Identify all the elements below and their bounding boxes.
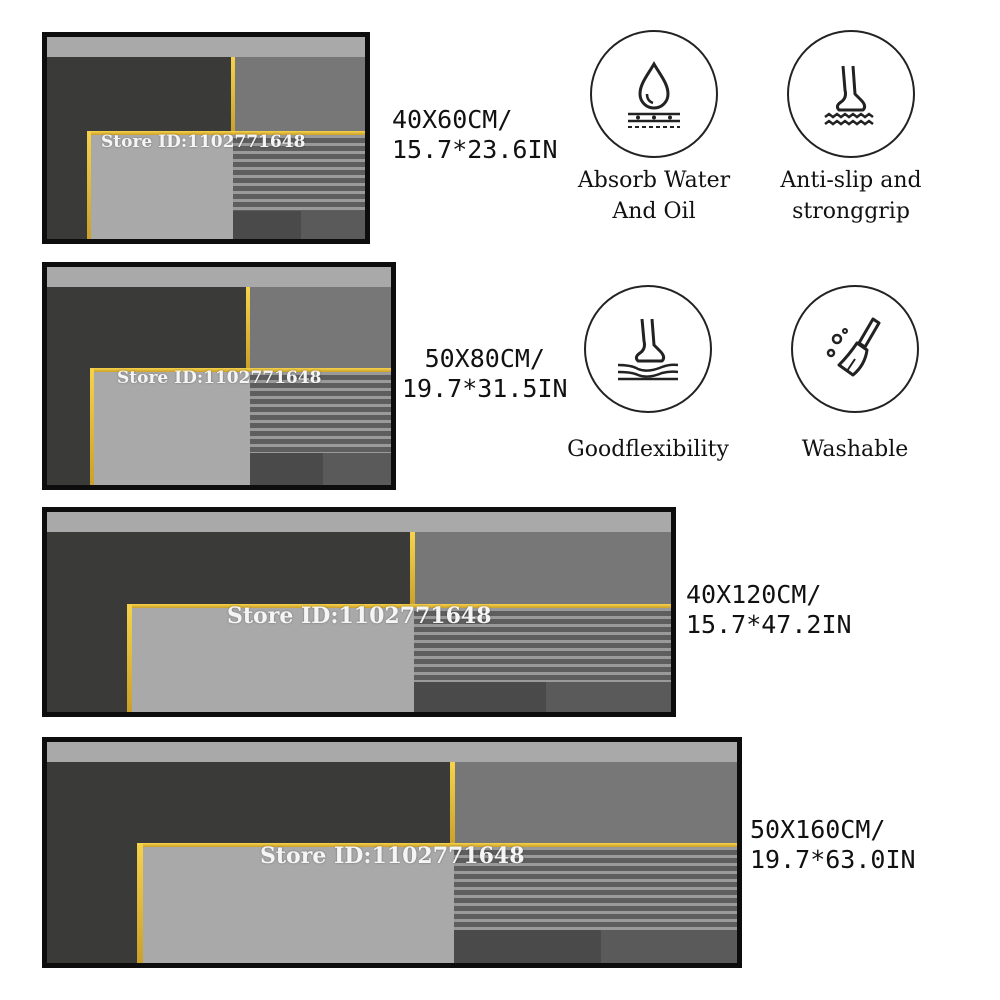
bottom-block bbox=[301, 211, 365, 239]
size-in: 15.7*47.2IN bbox=[686, 610, 852, 639]
bottom-block bbox=[250, 453, 323, 485]
size-cm: 40X120CM/ bbox=[686, 580, 822, 609]
bottom-block bbox=[233, 211, 301, 239]
store-id-watermark: Store ID:1102771648 bbox=[260, 843, 525, 869]
bottom-block bbox=[601, 930, 737, 963]
light-panel bbox=[94, 372, 250, 485]
feature-label-line1: Anti-slip and bbox=[780, 168, 922, 193]
size-in: 19.7*63.0IN bbox=[750, 845, 916, 874]
feature-flexibility bbox=[548, 285, 748, 466]
feature-anti-slip bbox=[756, 30, 946, 228]
foot-grip-icon bbox=[811, 54, 891, 134]
feature-washable bbox=[760, 285, 950, 466]
feature-absorb-water bbox=[560, 30, 748, 228]
mat-preview-50x80 bbox=[42, 262, 396, 490]
feature-label-line1: Goodflexibility bbox=[567, 437, 729, 462]
size-cm: 50X80CM/ bbox=[424, 344, 545, 373]
mid-panel bbox=[250, 287, 391, 369]
store-id-watermark: Store ID:1102771648 bbox=[227, 603, 492, 629]
store-id-watermark: Store ID:1102771648 bbox=[101, 132, 306, 152]
feature-label-line2: And Oil bbox=[612, 198, 696, 224]
feature-icon-circle bbox=[791, 285, 919, 413]
size-label-50x160 bbox=[750, 815, 916, 875]
mat-preview-40x120 bbox=[42, 507, 676, 717]
bottom-block bbox=[414, 682, 546, 712]
size-cm: 50X160CM/ bbox=[750, 815, 886, 844]
top-band bbox=[47, 37, 365, 57]
top-band bbox=[47, 742, 737, 762]
bottom-block bbox=[323, 453, 391, 485]
mid-panel bbox=[233, 57, 365, 135]
mid-panel bbox=[454, 762, 737, 846]
top-band bbox=[47, 267, 391, 287]
size-cm: 40X60CM/ bbox=[392, 105, 513, 134]
water-drop-icon bbox=[614, 54, 694, 134]
store-id-watermark: Store ID:1102771648 bbox=[117, 368, 322, 388]
feature-label-line1: Absorb Water bbox=[577, 168, 731, 193]
feature-icon-circle bbox=[787, 30, 915, 158]
top-band bbox=[47, 512, 671, 532]
foot-press-icon bbox=[608, 309, 688, 389]
size-in: 19.7*31.5IN bbox=[402, 374, 568, 403]
mid-panel bbox=[414, 532, 671, 608]
size-in: 15.7*23.6IN bbox=[392, 135, 558, 164]
gold-line-vertical bbox=[450, 762, 455, 846]
bottom-block bbox=[454, 930, 601, 963]
feature-icon-circle bbox=[590, 30, 718, 158]
feature-label-line2: stronggrip bbox=[792, 198, 910, 224]
gold-line-vertical bbox=[410, 532, 415, 608]
bottom-block bbox=[546, 682, 671, 712]
brush-clean-icon bbox=[815, 309, 895, 389]
size-label-40x60 bbox=[392, 105, 558, 165]
mat-preview-40x60 bbox=[42, 32, 370, 244]
mat-preview-50x160 bbox=[42, 737, 742, 968]
feature-icon-circle bbox=[584, 285, 712, 413]
size-label-50x80 bbox=[402, 344, 568, 404]
size-label-40x120 bbox=[686, 580, 852, 640]
gold-line-vertical bbox=[231, 57, 235, 135]
feature-label-line1: Washable bbox=[801, 437, 909, 462]
gold-line-vertical bbox=[246, 287, 250, 369]
